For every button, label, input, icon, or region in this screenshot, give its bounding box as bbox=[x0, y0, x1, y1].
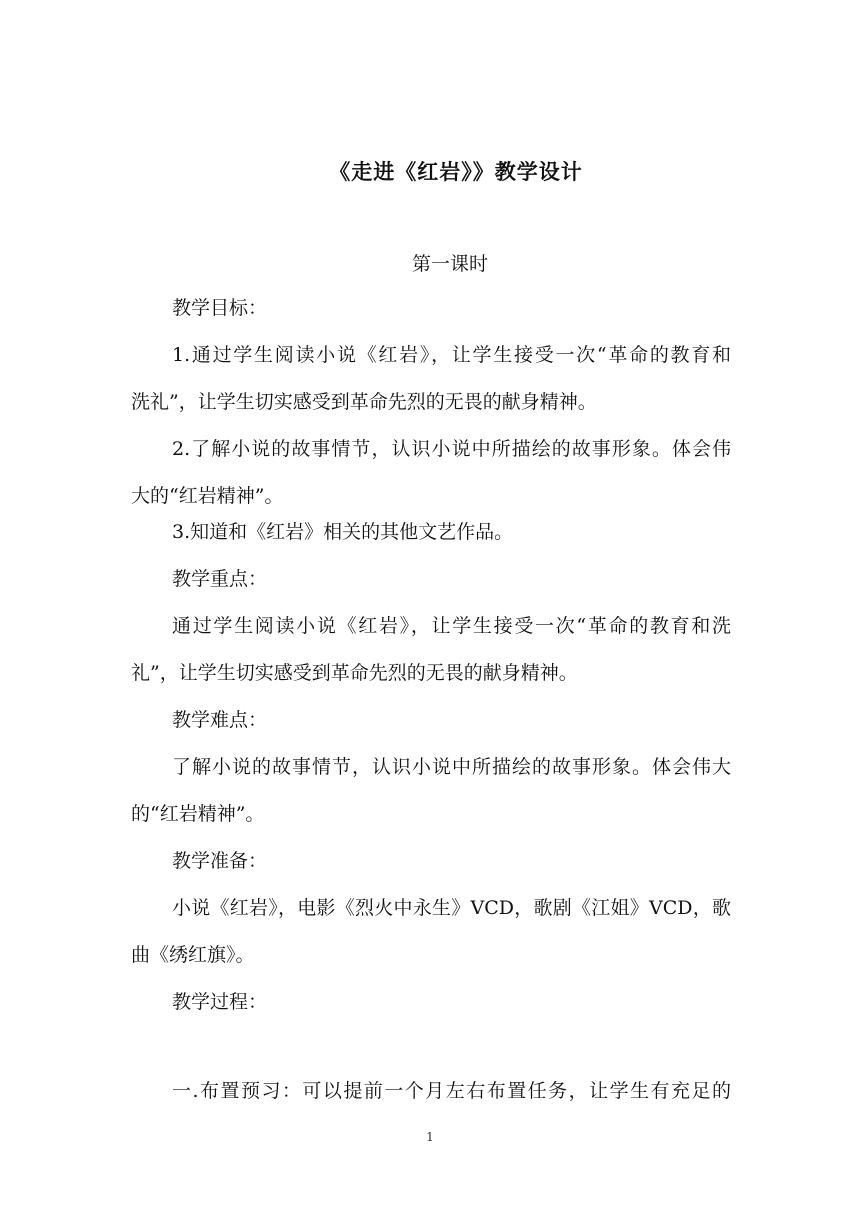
lesson-subtitle: 第一课时 bbox=[411, 253, 488, 275]
paragraph-line: 1.通过学生阅读小说《红岩》，让学生接受一次“革命的教育和 bbox=[172, 344, 731, 366]
paragraph-line: 小说《红岩》，电影《烈火中永生》VCD，歌剧《江姐》VCD，歌 bbox=[172, 897, 731, 919]
section-heading-objectives: 教学目标： bbox=[172, 297, 268, 319]
page-number: 1 bbox=[426, 1130, 434, 1144]
section-heading-process: 教学过程： bbox=[172, 991, 268, 1013]
paragraph-line: 3.知道和《红岩》相关的其他文艺作品。 bbox=[172, 521, 514, 543]
section-heading-preparation: 教学准备： bbox=[172, 850, 268, 872]
section-heading-key-points: 教学重点： bbox=[172, 568, 268, 590]
section-heading-difficulties: 教学难点： bbox=[172, 709, 268, 731]
paragraph-line: 2.了解小说的故事情节，认识小说中所描绘的故事形象。体会伟 bbox=[172, 438, 731, 460]
paragraph-line: 礼”，让学生切实感受到革命先烈的无畏的献身精神。 bbox=[131, 662, 578, 684]
document-title: 《走进《红岩》》教学设计 bbox=[329, 159, 583, 184]
paragraph-line: 大的“红岩精神”。 bbox=[131, 485, 284, 507]
paragraph-line: 通过学生阅读小说《红岩》，让学生接受一次“革命的教育和洗 bbox=[172, 615, 731, 637]
paragraph-line: 一.布置预习：可以提前一个月左右布置任务，让学生有充足的 bbox=[172, 1080, 731, 1102]
paragraph-line: 了解小说的故事情节，认识小说中所描绘的故事形象。体会伟大 bbox=[172, 756, 731, 778]
paragraph-line: 曲《绣红旗》。 bbox=[131, 944, 255, 966]
paragraph-line: 洗礼”，让学生切实感受到革命先烈的无畏的献身精神。 bbox=[131, 391, 597, 413]
paragraph-line: 的“红岩精神”。 bbox=[131, 803, 265, 825]
